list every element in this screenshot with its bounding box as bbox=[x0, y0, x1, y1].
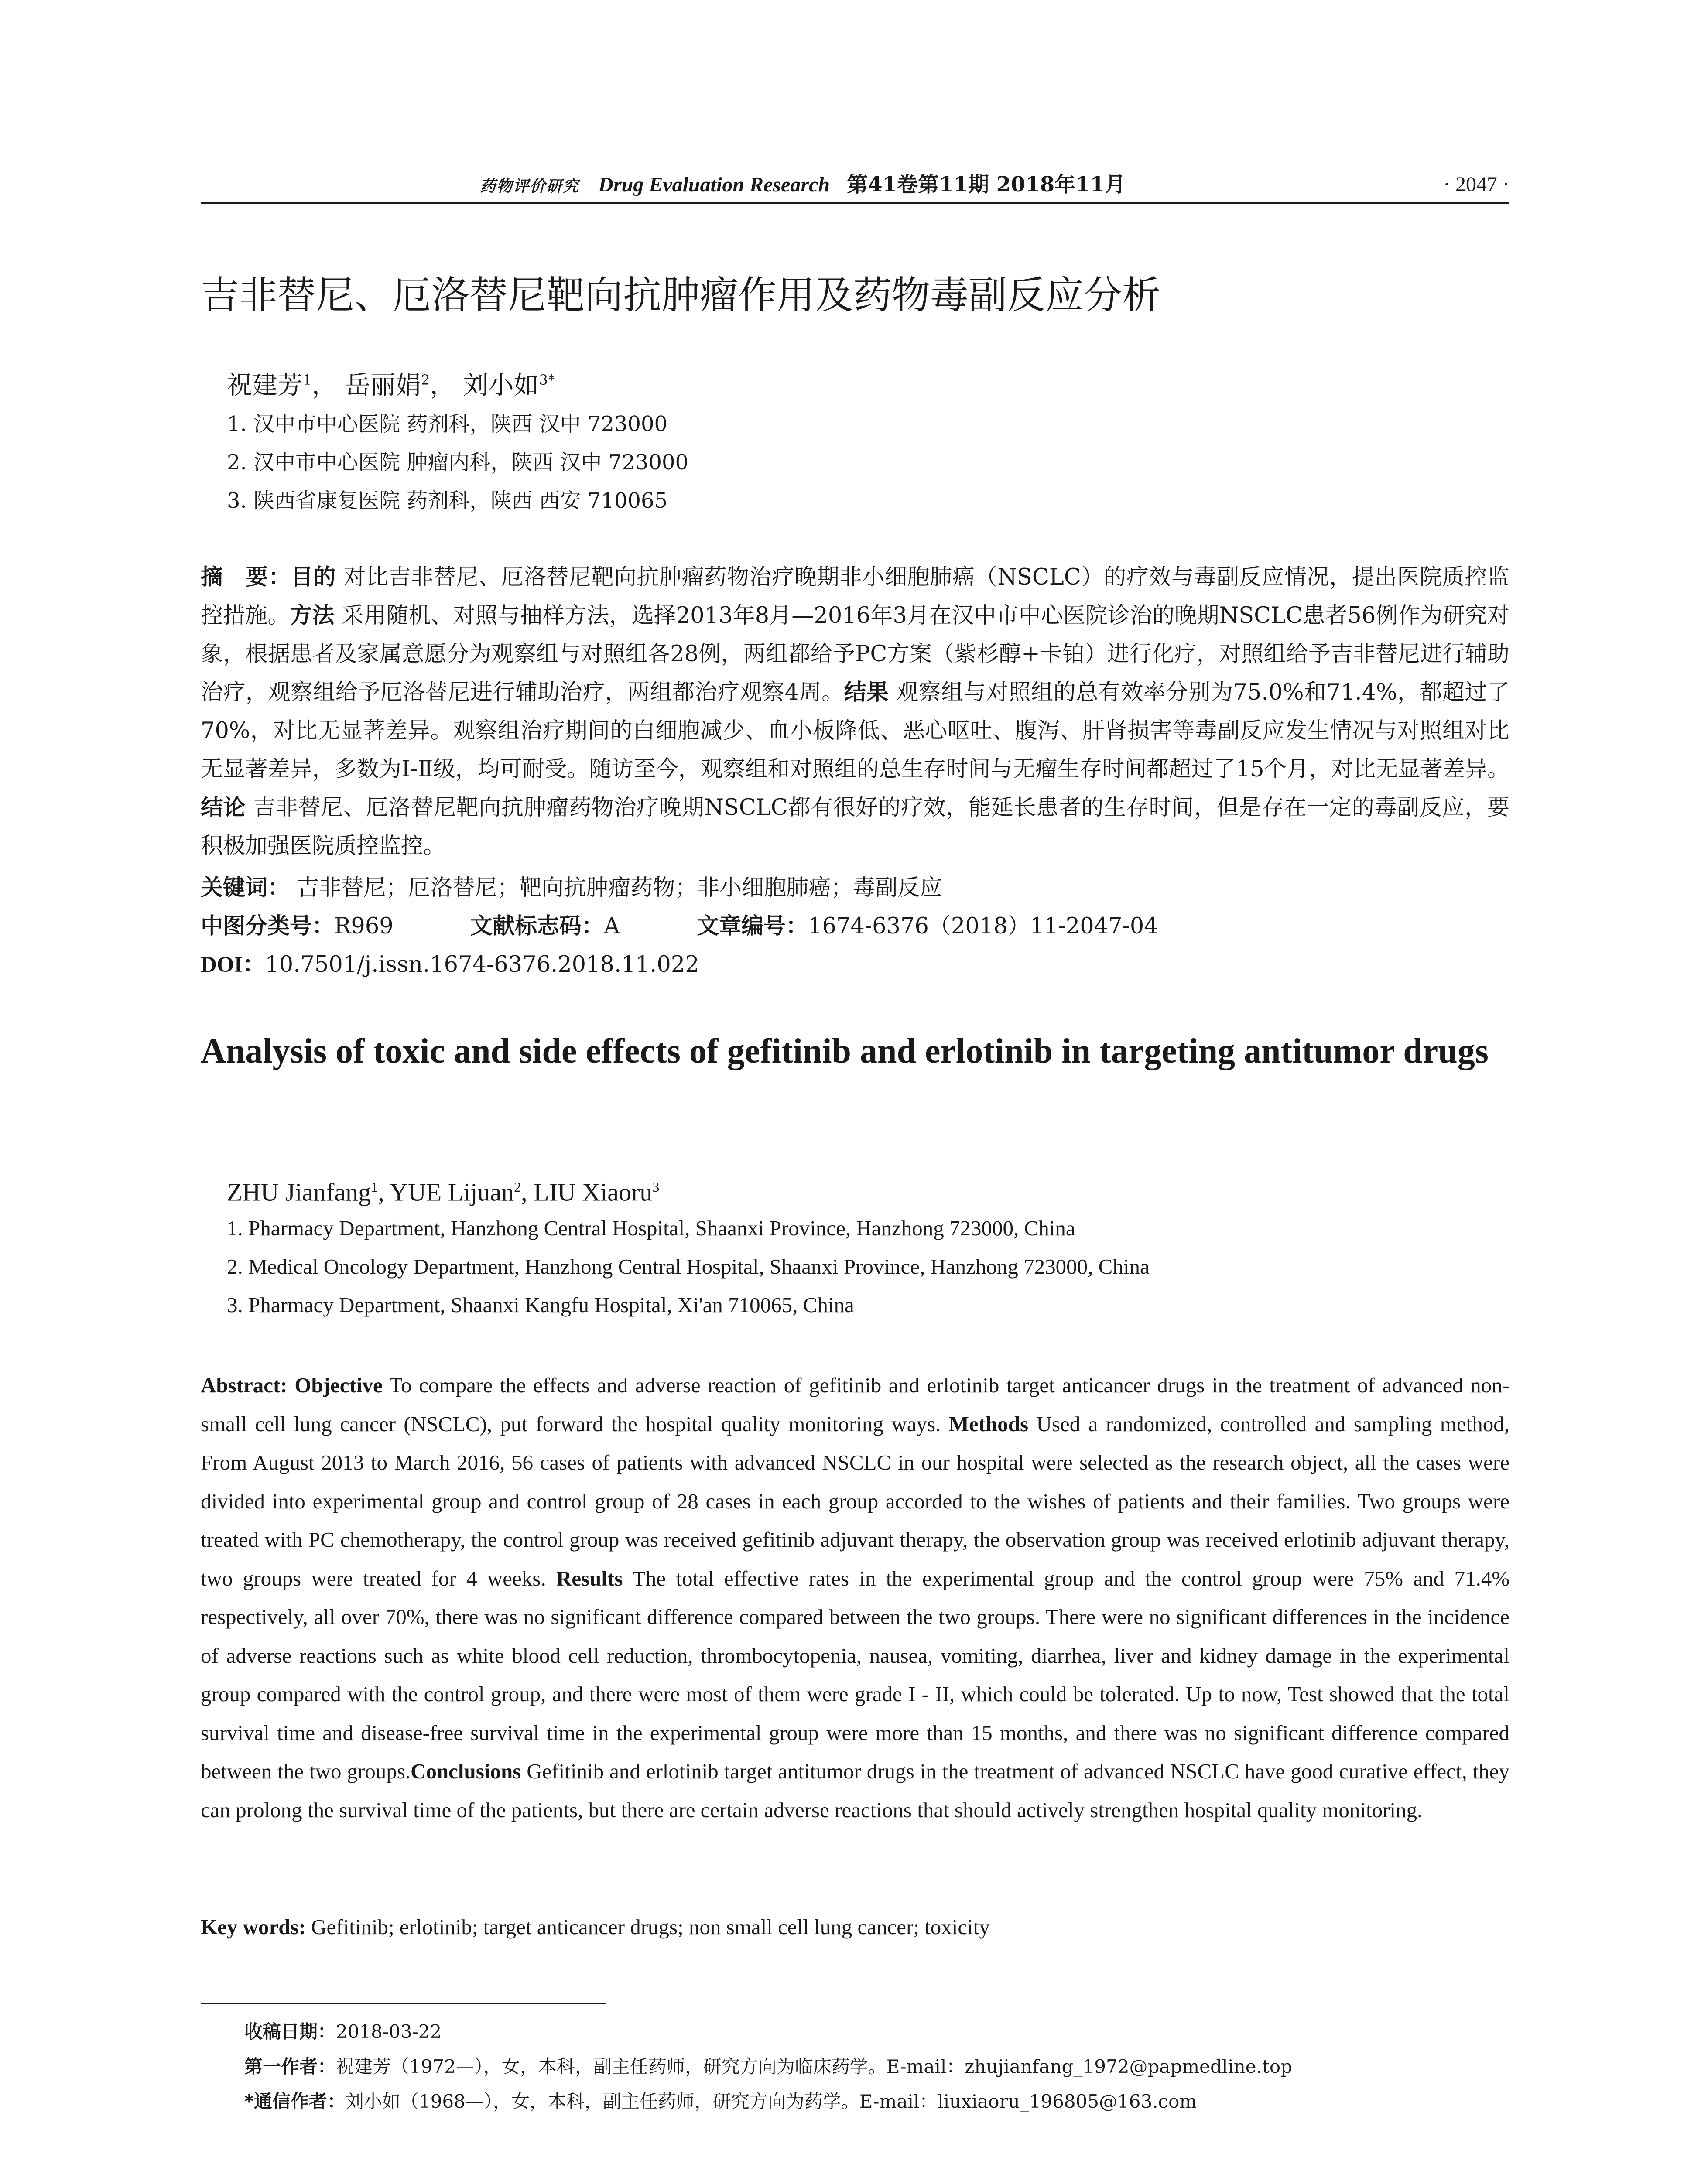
cn-objective-text: 对比吉非替尼、厄洛替尼靶向抗肿瘤药物治疗晚期非小细胞肺癌（NSCLC）的疗效与毒副反应情况，提出医院质控监控措施。 bbox=[201, 564, 1510, 629]
doi-value: 10.7501/j.issn.1674-6376.2018.11.022 bbox=[265, 952, 699, 978]
en-keywords bbox=[201, 1908, 1509, 1946]
cn-abstract bbox=[201, 558, 1509, 865]
cn-keywords bbox=[201, 869, 1509, 907]
en-author-sep: , bbox=[378, 1178, 390, 1207]
journal-name: Drug Evaluation Research bbox=[598, 173, 830, 196]
article-no-value: 1674-6376（2018）11-2047-04 bbox=[808, 913, 1158, 939]
cn-author-sep: ， bbox=[430, 370, 455, 400]
en-results-text: The total effective rates in the experimental group and the control group were 75% and 71.4% respectively, all over 70%, there was no significant difference compared between the two groups. There were no significant differences in the incidence of adverse reactions such as white blood cell reduction, thrombocytopenia, nausea, vomiting, diarrhea, liver and kidney damage in the experimental group compared with the control group, and there were most of them were grade I - II, which could be tolerated. Up to now, Test showed that the total survival time and disease-free survival time in the experimental group were more than 15 months, and there was no significant difference compared between the two groups. bbox=[201, 1566, 1510, 1783]
corresponding-value: 刘小如（1968—），女，本科，副主任药师，研究方向为药学。E-mail：liuxiaoru_196805@163.com bbox=[345, 2091, 1197, 2112]
cn-results-label: 结果 bbox=[844, 680, 889, 705]
en-conclusions-text: Gefitinib and erlotinib target antitumor drugs in the treatment of advanced NSCLC have good curative effect, they can prolong the survival time of the patients, but there are certain adverse reactions that should actively strengthen hospital quality monitoring. bbox=[201, 1759, 1510, 1822]
en-authors bbox=[227, 1167, 659, 1212]
en-objective-text: To compare the effects and adverse reaction of gefitinib and erlotinib target anticancer drugs in the treatment of advanced non-small cell lung cancer (NSCLC), put forward the hospital quality monitoring ways. bbox=[201, 1373, 1509, 1436]
cn-affiliations bbox=[227, 405, 688, 520]
cn-author-sup: 1 bbox=[303, 372, 312, 388]
cn-methods-label: 方法 bbox=[290, 603, 335, 629]
first-author-note bbox=[244, 2049, 1292, 2084]
en-author-sup: 1 bbox=[371, 1179, 378, 1195]
cn-classification bbox=[201, 907, 1509, 946]
received-label: 收稿日期： bbox=[244, 2021, 336, 2042]
received-date bbox=[244, 2014, 1292, 2049]
cn-author-name: 岳丽娟 bbox=[345, 370, 421, 400]
doc-code-value: A bbox=[604, 913, 620, 939]
cn-authors bbox=[227, 360, 555, 404]
cn-author-sep: ， bbox=[311, 370, 337, 400]
cn-author-name: 祝建芳 bbox=[227, 370, 303, 400]
cn-methods-text: 采用随机、对照与抽样方法，选择2013年8月—2016年3月在汉中市中心医院诊治的晚期NSCLC患者56例作为研究对象，根据患者及家属意愿分为观察组与对照组各28例，两组都给予PC方案（紫杉醇+卡铂）进行化疗，对照组给予吉非替尼进行辅助治疗，观察组给予厄洛替尼进行辅助治疗，两组都治疗观察4周。 bbox=[201, 603, 1509, 705]
cn-title: 吉非替尼、厄洛替尼靶向抗肿瘤作用及药物毒副反应分析 bbox=[201, 273, 1161, 318]
cn-abstract-label: 摘 要： bbox=[201, 564, 291, 590]
clc-label: 中图分类号： bbox=[201, 913, 335, 939]
corresponding-author-note bbox=[244, 2084, 1292, 2119]
journal-logo: 药物评价研究 bbox=[480, 177, 580, 195]
en-affiliations bbox=[227, 1209, 1150, 1324]
first-author-value: 祝建芳（1972—），女，本科，副主任药师，研究方向为临床药学。E-mail：zhujianfang_1972@papmedline.top bbox=[336, 2056, 1292, 2077]
en-affiliation: 1. Pharmacy Department, Hanzhong Central Hospital, Shaanxi Province, Hanzhong 723000, China bbox=[227, 1216, 1075, 1240]
doi-label: DOI： bbox=[201, 953, 265, 977]
en-objective-label: Objective bbox=[294, 1373, 383, 1397]
cn-results-text: 观察组与对照组的总有效率分别为75.0%和71.4%，都超过了70%，对比无显著差异。观察组治疗期间的白细胞减少、血小板降低、恶心呕吐、腹泻、肝肾损害等毒副反应发生情况与对照组对比无显著差异，多数为Ⅰ-Ⅱ级，均可耐受。随访至今，观察组和对照组的总生存时间与无瘤生存时间都超过了15个月，对比无显著差异。 bbox=[201, 680, 1509, 782]
en-abstract-label: Abstract: bbox=[201, 1373, 288, 1397]
footnotes bbox=[244, 2014, 1292, 2119]
en-conclusions-label: Conclusions bbox=[411, 1759, 521, 1783]
en-author-name: LIU Xiaoru bbox=[534, 1178, 653, 1207]
en-keywords-text: Gefitinib; erlotinib; target anticancer drugs; non small cell lung cancer; toxicity bbox=[311, 1915, 990, 1939]
doi-line bbox=[201, 946, 1509, 984]
corresponding-label: *通信作者： bbox=[244, 2091, 346, 2112]
en-abstract bbox=[201, 1366, 1509, 1829]
doc-code-label: 文献标志码： bbox=[470, 913, 604, 939]
cn-affiliation: 3. 陕西省康复医院 药剂科，陕西 西安 710065 bbox=[227, 489, 668, 513]
cn-affiliation: 2. 汉中市中心医院 肿瘤内科，陕西 汉中 723000 bbox=[227, 450, 689, 475]
en-methods-text: Used a randomized, controlled and sampling method, From August 2013 to March 2016, 56 cases of patients with advanced NSCLC in our hospital were selected as the research object, all the cases were divided into experimental group and control group of 28 cases in each group accorded to the wishes of patients and their families. Two groups were treated with PC chemotherapy, the control group was received gefitinib adjuvant therapy, the observation group was received erlotinib adjuvant therapy, two groups were treated for 4 weeks. bbox=[201, 1412, 1510, 1590]
cn-conclusion-text: 吉非替尼、厄洛替尼靶向抗肿瘤药物治疗晚期NSCLC都有很好的疗效，能延长患者的生存时间，但是存在一定的毒副反应，要积极加强医院质控监控。 bbox=[201, 795, 1510, 859]
cn-author-name: 刘小如 bbox=[463, 370, 539, 400]
cn-conclusion-label: 结论 bbox=[201, 795, 246, 820]
en-affiliation: 3. Pharmacy Department, Shaanxi Kangfu Hospital, Xi'an 710065, China bbox=[227, 1293, 854, 1317]
en-title: Analysis of toxic and side effects of gefitinib and erlotinib in targeting antitumor drugs bbox=[201, 1032, 1489, 1070]
issue-info: 第41卷第11期 2018年11月 bbox=[847, 172, 1126, 197]
cn-affiliation: 1. 汉中市中心医院 药剂科，陕西 汉中 723000 bbox=[227, 412, 668, 436]
cn-author-sup: 3* bbox=[539, 372, 555, 388]
page-number: · 2047 · bbox=[1443, 173, 1509, 196]
cn-author-sup: 2 bbox=[421, 372, 430, 388]
en-author-sep: , bbox=[521, 1178, 534, 1207]
header-rule bbox=[201, 202, 1509, 204]
en-keywords-label: Key words: bbox=[201, 1915, 306, 1939]
en-affiliation: 2. Medical Oncology Department, Hanzhong Central Hospital, Shaanxi Province, Hanzhong 723000, China bbox=[227, 1255, 1150, 1279]
cn-keywords-label: 关键词： bbox=[201, 875, 290, 901]
article-no-label: 文章编号： bbox=[697, 913, 808, 939]
en-methods-label: Methods bbox=[948, 1412, 1029, 1436]
journal-info bbox=[480, 169, 1126, 202]
received-value: 2018-03-22 bbox=[336, 2021, 442, 2042]
en-author-sup: 2 bbox=[514, 1179, 521, 1195]
en-author-name: ZHU Jianfang bbox=[227, 1178, 371, 1207]
footnote-rule bbox=[201, 2003, 606, 2004]
en-author-sup: 3 bbox=[652, 1179, 660, 1195]
first-author-label: 第一作者： bbox=[244, 2056, 336, 2077]
clc-value: R969 bbox=[334, 913, 394, 939]
en-author-name: YUE Lijuan bbox=[390, 1178, 514, 1207]
cn-objective-label: 目的 bbox=[291, 564, 336, 590]
en-results-label: Results bbox=[556, 1566, 623, 1590]
running-header bbox=[201, 169, 1509, 200]
cn-keywords-text: 吉非替尼；厄洛替尼；靶向抗肿瘤药物；非小细胞肺癌；毒副反应 bbox=[297, 875, 942, 901]
